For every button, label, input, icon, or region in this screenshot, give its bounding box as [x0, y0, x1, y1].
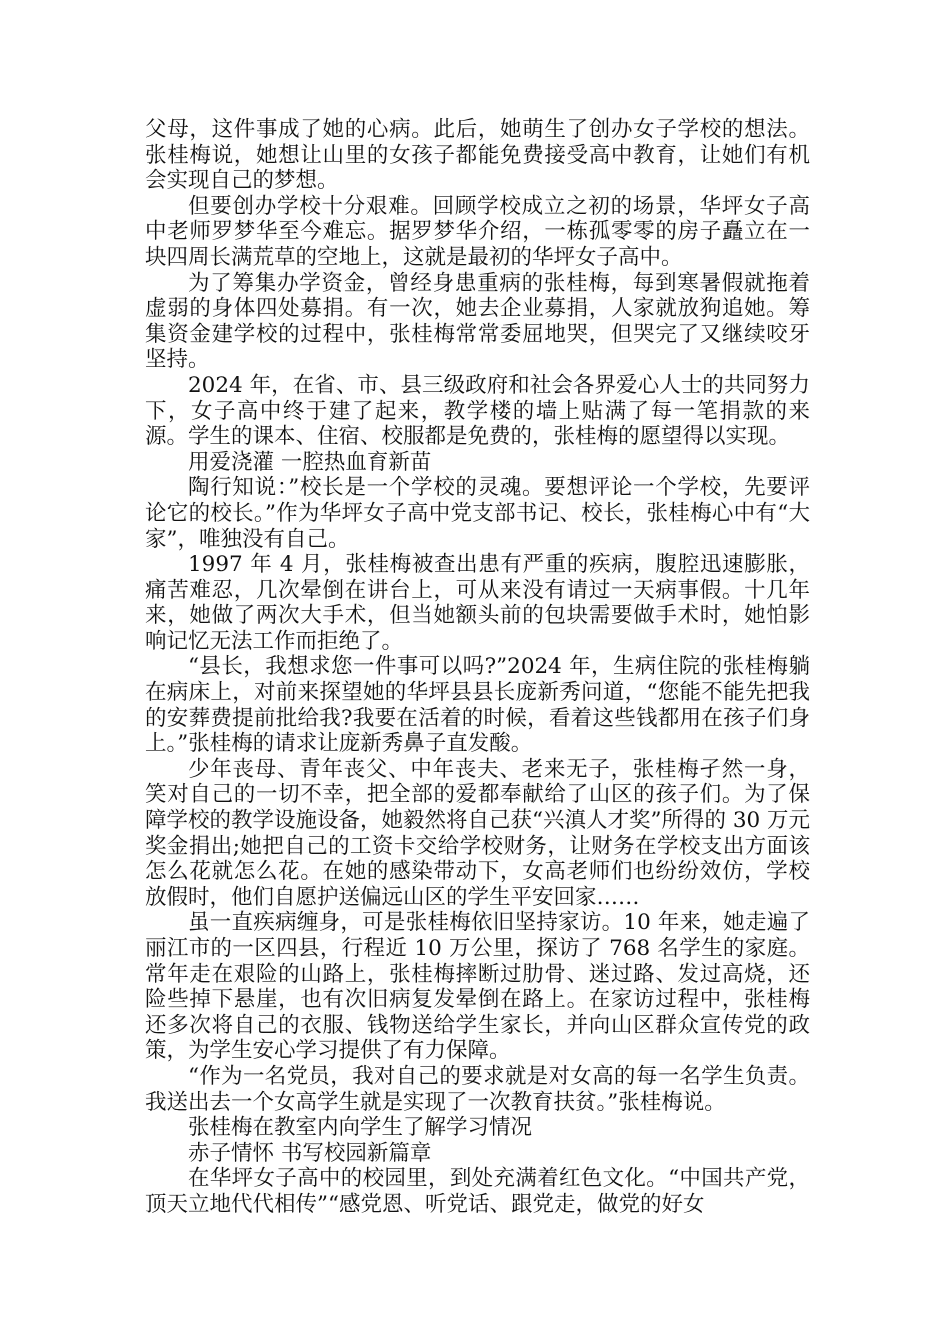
paragraph-2: 但要创办学校十分艰难。回顾学校成立之初的场景，华坪女子高中老师罗梦华至今难忘。据罗梦华介绍，一栋孤零零的房子矗立在一块四周长满荒草的空地上，这就是最初的华坪女子高中。	[145, 193, 810, 270]
paragraph-1: 父母，这件事成了她的心病。此后，她萌生了创办女子学校的想法。张桂梅说，她想让山里的女孩子都能免费接受高中教育，让她们有机会实现自己的梦想。	[145, 117, 810, 194]
paragraph-7: 1997 年 4 月，张桂梅被查出患有严重的疾病，腹腔迅速膨胀，痛苦难忍，几次晕倒在讲台上，可从来没有请过一天病事假。十几年来，她做了两次大手术，但当她额头前的包块需要做手术时，她怕影响记忆无法工作而拒绝了。	[145, 552, 810, 654]
section-heading-love: 用爱浇灌 一腔热血育新苗	[188, 449, 432, 475]
paragraph-14: 在华坪女子高中的校园里，到处充满着红色文化。“中国共产党，顶天立地代代相传”“感党恩、听党话、跟党走，做党的好女	[145, 1166, 810, 1217]
paragraph-4: 2024 年，在省、市、县三级政府和社会各界爱心人士的共同努力下，女子高中终于建了起来，教学楼的墙上贴满了每一笔捐款的来源。学生的课本、住宿、校服都是免费的，张桂梅的愿望得以实现。	[145, 372, 810, 450]
paragraph-3: 为了筹集办学资金，曾经身患重病的张桂梅，每到寒暑假就拖着虚弱的身体四处募捐。有一次，她去企业募捐，人家就放狗追她。筹集资金建学校的过程中，张桂梅常常委屈地哭，但哭完了又继续咬牙坚持。	[145, 270, 810, 373]
document-body	[145, 117, 810, 1218]
paragraph-8: “县长，我想求您一件事可以吗?”2024 年，生病住院的张桂梅躺在病床上，对前来探望她的华坪县县长庞新秀问道，“您能不能先把我的安葬费提前批给我?我要在活着的时候，看着这些钱都用在孩子们身上。”张桂梅的请求让庞新秀鼻子直发酸。	[145, 654, 810, 757]
paragraph-11: “作为一名党员，我对自己的要求就是对女高的每一名学生负责。我送出去一个女高学生就是实现了一次教育扶贫。”张桂梅说。	[145, 1063, 810, 1115]
paragraph-6: 陶行知说：”校长是一个学校的灵魂。要想评论一个学校，先要评论它的校长。”作为华坪女子高中党支部书记、校长，张桂梅心中有“大家”，唯独没有自己。	[145, 475, 810, 552]
photo-caption: 张桂梅在教室内向学生了解学习情况	[188, 1115, 533, 1141]
paragraph-9: 少年丧母、青年丧父、中年丧夫、老来无子，张桂梅孑然一身，笑对自己的一切不幸，把全部的爱都奉献给了山区的孩子们。为了保障学校的教学设施设备，她毅然将自己获“兴滇人才奖”所得的 30 万元奖金捐出;她把自己的工资卡交给学校财务，让财务在学校支出方面该怎么花就怎么花。在她的感染带动下，女高老师们也纷纷效仿，学校放假时，他们自愿护送偏远山区的学生平安回家……	[145, 756, 811, 910]
section-heading-campus: 赤子情怀 书写校园新篇章	[188, 1140, 432, 1166]
paragraph-10: 虽一直疾病缠身，可是张桂梅依旧坚持家访。10 年来，她走遍了丽江市的一区四县，行程近 10 万公里，探访了 768 名学生的家庭。常年走在艰险的山路上，张桂梅摔断过肋骨、迷过路、发过高烧，还险些掉下悬崖，也有次旧病复发晕倒在路上。在家访过程中，张桂梅还多次将自己的衣服、钱物送给学生家长，并向山区群众宣传党的政策，为学生安心学习提供了有力保障。	[145, 910, 810, 1064]
